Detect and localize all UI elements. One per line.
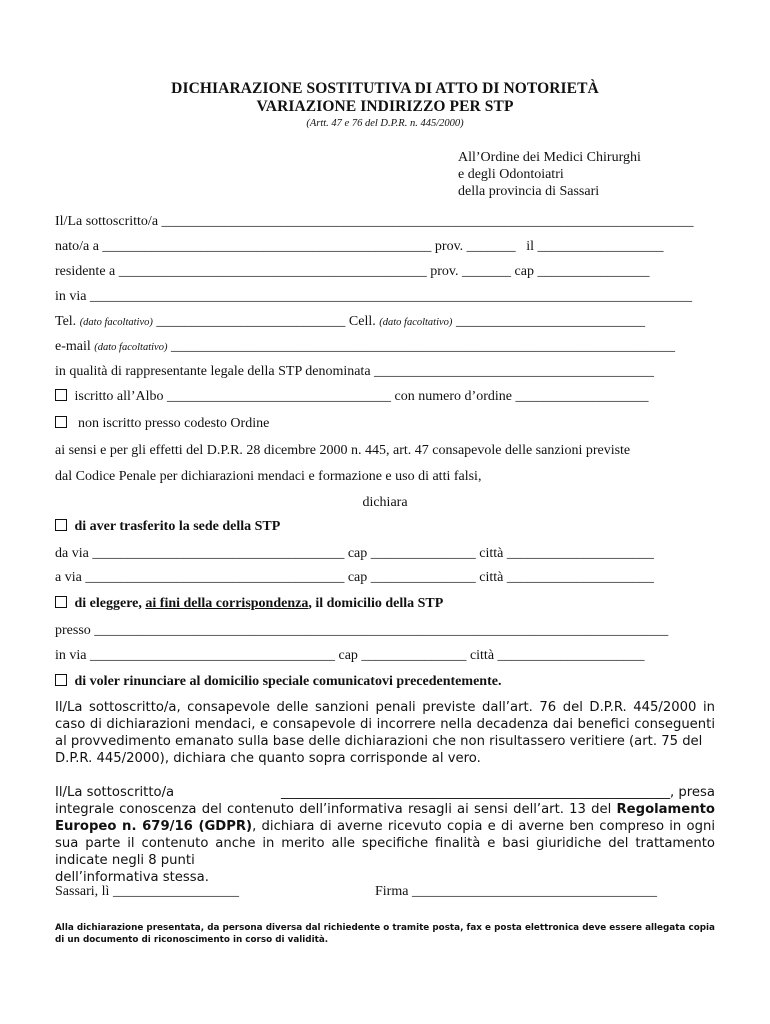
email-label: e-mail [55, 339, 91, 354]
non-iscritto-label: non iscritto presso codesto Ordine [78, 416, 270, 431]
domicilio-via-row [55, 648, 715, 664]
field-tel-row [55, 314, 715, 330]
field-domicilio-citta[interactable]: città _____________________ [469, 648, 645, 663]
field-presso[interactable]: presso __________________________________________________________________________________ [55, 623, 669, 638]
field-email[interactable]: ________________________________________________________________________ [170, 339, 675, 354]
field-domicilio-cap[interactable]: cap _______________ [338, 648, 467, 663]
document-subtitle-title: VARIAZIONE INDIRIZZO PER STP [256, 98, 514, 115]
field-residente[interactable]: residente a ____________________________________________ [55, 264, 427, 279]
field-a-via[interactable]: a via _____________________________________ [55, 570, 345, 585]
field-da-citta[interactable]: città _____________________ [479, 546, 654, 561]
legal-intro-line-2: dal Codice Penale per dichiarazioni mendaci e formazione e uso di atti falsi, [55, 469, 482, 484]
tel-label: Tel. [55, 314, 77, 329]
field-nato-row [55, 239, 715, 255]
document-title: DICHIARAZIONE SOSTITUTIVA DI ATTO DI NOTORIETÀ [171, 80, 599, 97]
da-via-row [55, 546, 715, 562]
recipient-line-1: All’Ordine dei Medici Chirurghi [458, 150, 641, 165]
privacy-last-line: dell’informativa stessa. [55, 870, 209, 885]
field-prov[interactable]: prov. _______ [434, 239, 516, 254]
option-rinuncia-row [55, 674, 715, 690]
privacy-text-b: , dichiara di averne ricevuto copia e di averne ben compreso in ogni sua parte il contenuto anche in merito alle specifiche finalità e basi giuridiche del trattamento indicate negli 8 punti [55, 819, 715, 868]
field-iscritto-albo[interactable]: iscritto all’Albo ________________________________ [74, 389, 392, 404]
recipient-address [458, 149, 641, 200]
non-iscritto-row [55, 416, 715, 432]
field-a-citta[interactable]: città _____________________ [479, 570, 654, 585]
recipient-line-3: della provincia di Sassari [458, 184, 600, 199]
cell-label: Cell. [348, 314, 376, 329]
cell-optional-note: (dato facoltativo) [379, 317, 453, 328]
checkbox-rinuncia[interactable] [55, 674, 67, 686]
field-rappresentante[interactable]: in qualità di rappresentante legale della STP denominata ________________________________________ [55, 364, 655, 379]
field-luogo-data[interactable]: Sassari, lì __________________ [55, 884, 239, 899]
footnote: Alla dichiarazione presentata, da persona diversa dal richiedente o tramite posta, fax e posta elettronica deve essere allegata copia di un documento di riconoscimento in corso di validità. [55, 923, 715, 945]
sanzioni-last-line: D.P.R. 445/2000), dichiara che quanto sopra corrisponde al vero. [55, 751, 481, 766]
sanzioni-paragraph [55, 699, 715, 767]
a-via-row [55, 570, 715, 586]
field-numero-ordine[interactable]: con numero d’ordine ___________________ [394, 389, 649, 404]
field-cell[interactable]: ___________________________ [455, 314, 645, 329]
field-domicilio-via[interactable]: in via ___________________________________ [55, 648, 335, 663]
tel-optional-note: (dato facoltativo) [79, 317, 153, 328]
field-residente-row [55, 264, 715, 280]
sanzioni-text: Il/La sottoscritto/a, consapevole delle sanzioni penali previste dall’art. 76 del D.P.R. 445/2000 in caso di dichiarazioni mendaci, e consapevole di incorrere nella decadenza dai benefici conseguenti al provvedimento emanato sulla base delle dichiarazioni che non risultassero veritiere (art. 75 del [55, 700, 715, 749]
field-in-via[interactable]: in via ______________________________________________________________________________________ [55, 289, 692, 304]
privacy-text-a: integrale conoscenza del contenuto dell’informativa resagli ai sensi dell’art. 13 del [55, 802, 612, 817]
legal-intro-line-1: ai sensi e per gli effetti del D.P.R. 28 dicembre 2000 n. 445, art. 47 consapevole delle sanzioni previste [55, 443, 631, 458]
legal-reference: (Artt. 47 e 76 del D.P.R. n. 445/2000) [306, 118, 464, 129]
field-firma[interactable]: Firma ___________________________________ [375, 884, 657, 899]
field-tel[interactable]: ___________________________ [156, 314, 346, 329]
privacy-sottoscritto-label: Il/La sottoscritto/a [55, 785, 175, 800]
option-trasferito-row [55, 519, 715, 535]
option-domicilio-row [55, 596, 715, 612]
option-domicilio-label-b: ai fini della corrispondenza [145, 596, 309, 611]
signature-row [55, 884, 715, 900]
field-da-cap[interactable]: cap _______________ [347, 546, 476, 561]
email-optional-note: (dato facoltativo) [94, 342, 168, 353]
checkbox-trasferito[interactable] [55, 519, 67, 531]
option-domicilio-label-c: , il domicilio della STP [308, 596, 444, 611]
recipient-line-2: e degli Odontoiatri [458, 167, 564, 182]
checkbox-iscritto[interactable] [55, 389, 67, 401]
field-sottoscritto[interactable]: Il/La sottoscritto/a ____________________________________________________________________________ [55, 214, 694, 229]
privacy-regolamento: Regolamento [616, 802, 715, 817]
field-a-cap[interactable]: cap _______________ [347, 570, 476, 585]
field-nato-a[interactable]: nato/a a _______________________________________________ [55, 239, 432, 254]
option-rinuncia-label: di voler rinunciare al domicilio speciale comunicatovi precedentemente. [74, 674, 502, 689]
field-cap-residenza[interactable]: cap ________________ [514, 264, 650, 279]
privacy-gdpr: Europeo n. 679/16 (GDPR) [55, 819, 253, 834]
option-trasferito-label: di aver trasferito la sede della STP [74, 519, 281, 534]
checkbox-domicilio[interactable] [55, 596, 67, 608]
field-da-via[interactable]: da via ____________________________________ [55, 546, 345, 561]
field-privacy-nome[interactable]: ___________________________________________________________, presa [281, 785, 715, 800]
iscritto-row [55, 389, 715, 405]
dichiara-heading: dichiara [362, 495, 408, 510]
privacy-paragraph [55, 784, 715, 886]
field-prov-residenza[interactable]: prov. _______ [430, 264, 512, 279]
privacy-line-1 [55, 784, 715, 801]
field-email-row [55, 339, 715, 355]
field-il[interactable]: il __________________ [526, 239, 664, 254]
checkbox-non-iscritto[interactable] [55, 416, 67, 428]
option-domicilio-label-a: di eleggere, [74, 596, 142, 611]
